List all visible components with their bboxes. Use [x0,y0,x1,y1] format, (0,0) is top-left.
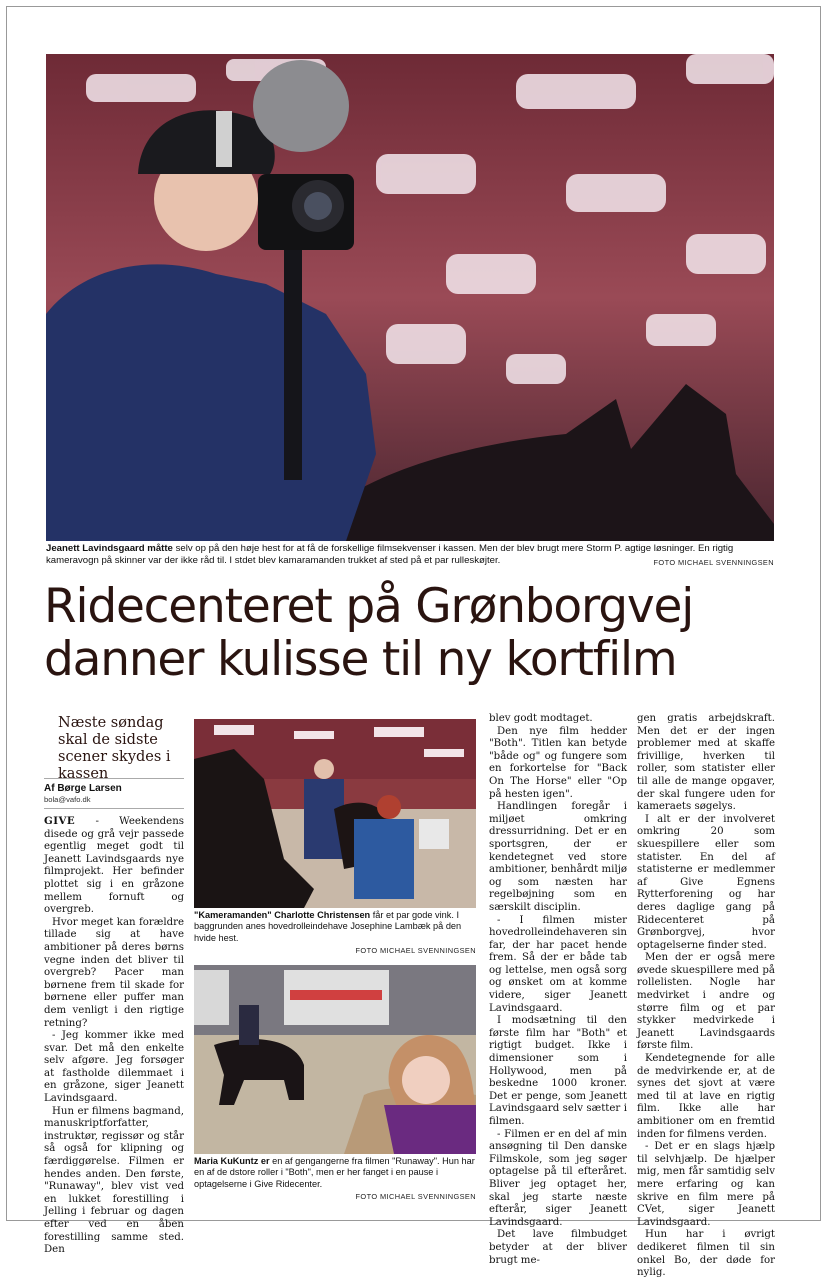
caption-name: Jeanett Lavindsgaard måtte [46,543,173,554]
caption-name: "Kameramanden" Charlotte Christensen [194,910,371,920]
paragraph: GIVE - Weekendens disede og grå vejr passede egentlig meget godt til Jeanett Lavindsgaards nye filmprojekt. Her befinder plottet sig i en gråzone mellem fornuft og overgreb. [44,815,184,916]
paragraph: blev godt modtaget. [489,713,593,724]
paragraph: I modsætning til den første film har "Both" et rigtigt budget. Ikke i dimensioner som i Hollywood, men på beskedne 1000 kroner. Det er penge, som Jeanett Lavindsgaard selv sætter i filmen. [489,1015,627,1127]
subdeck: Næste søndag skal de sidste scener skydes i kassen [58,715,171,782]
paragraph: - Det er en slags hjælp til selvhjælp. De hjælper mig, men får samtidig selv mere erfaring og kan skrive en film mere på CVet, siger Jeanett Lavindsgaard. [637,1141,775,1228]
caption-text: selv op på den høje hest for at få de forskellige filmsekvenser i kassen. Men der blev brugt mere Storm P. agtige løsninger. En rigtig kameravogn på skinner var der ikke råd til. I stdet blev kamaramanden trukket af sted på et par rulleskøjter. [46,543,734,566]
photo-girl-at-fence-caption [194,1156,476,1203]
author-email[interactable]: bola@vafo.dk [44,795,91,804]
photo-credit: FOTO MICHAEL SVENNINGSEN [355,1192,476,1202]
body-column-2 [489,713,627,1267]
headline [44,580,784,686]
caption-name: Maria KuKuntz er [194,1156,270,1166]
caption-text: får et par gode vink. I baggrunden anes hovedrolleindehave Josephine Lambæk på den hvide hest. [194,910,462,943]
paragraph: gen gratis arbejdskraft. Men det er der ingen problemer med at skaffe frivillige, hverken til roller, som statister eller til alle de mange opgaver, der skal fungere uden for kameraets søgelys. [637,713,775,813]
paragraph: I alt er der involveret omkring 20 som skuespillere eller som statister. En del af statisterne er medlemmer af Give Egnens Rytterforening og har deres daglige gang på Ridecenteret på Grønborgvej, hvor optagelserne finder sted. [637,813,775,951]
paragraph: Hvor meget kan forældre tillade sig at have ambitioner på deres børns vegne inden det bliver til overgreb? Pacer man børnene frem til skade for børnene eller puffer man dem venligt i den rigtige retning? [44,916,184,1029]
headline-line-2: danner kulisse til ny kortfilm [44,632,677,687]
photo-girl-at-fence [194,965,476,1154]
dateline: GIVE [44,815,76,827]
body-column-1 [44,815,184,1257]
body-column-3 [637,713,775,1280]
main-photo [46,54,774,541]
main-photo-caption [46,543,774,567]
divider [44,808,184,809]
paragraph: - Filmen er en del af min ansøgning til Den danske Filmskole, som jeg søger optagelse på til efteråret. Bliver jeg optaget her, skal jeg starte næste efterår, siger Jeanett Lavindsgaard. [489,1128,627,1228]
photo-riding-hall-caption [194,910,476,957]
paragraph: - I filmen mister hovedrolleindehaveren sin far, der har pacet hende frem. Så der er både tab og lettelse, men også sorg og ønsket om at komme videre, siger Jeanett Lavindsgaard. [489,914,627,1014]
byline: Af Børge Larsen [44,778,184,794]
paragraph: Hun har i øvrigt dedikeret filmen til sin onkel Bo, der døde for nylig. [637,1229,775,1279]
paragraph: - Jeg kommer ikke med svar. Det må den enkelte selv afgøre. Jeg forsøger at fastholde dilemmaet i en gråzone, siger Jeanett Lavindsgaard. [44,1030,184,1105]
paragraph: Den nye film hedder "Both". Titlen kan betyde "både og" og fungere som en forkortelse for "Back On The Horse" eller "Op på hesten igen". [489,725,627,800]
paragraph: Hun er filmens bagmand, manuskriptforfatter, instruktør, regissør og står så også for klipning og færdiggørelse. Filmen er hendes anden. Den første, "Runaway", blev vist ved en lukket forestilling i Jelling i februar og dagen efter ved en åben forestilling samme sted. Den [44,1105,184,1256]
paragraph: Men der er også mere øvede skuespillere med på rollelisten. Nogle har medvirket i andre og større film og et par stykker medvirkede i Jeanett Lavindsgaards første film. [637,952,775,1052]
paragraph: Handlingen foregår i miljøet omkring dressurridning. Det er en sportsgren, der er kendetegnet ved store ambitioner, benhårdt miljø og som næsten har regelbøjning som en særskilt disciplin. [489,801,627,913]
photo-credit: FOTO MICHAEL SVENNINGSEN [653,558,774,567]
paragraph: Kendetegnende for alle de medvirkende er, at de synes det sjovt at være med til at lave en rigtig film. Ikke alle har ambitioner om en fremtid inden for filmens verden. [637,1053,775,1140]
headline-line-1: Ridecenteret på Grønborgvej [44,579,694,634]
paragraph: Det lave filmbudget betyder at der bliver brugt me- [489,1229,627,1266]
photo-credit: FOTO MICHAEL SVENNINGSEN [355,946,476,956]
photo-riding-hall [194,719,476,908]
caption-text: en af gengangerne fra filmen "Runaway". Hun har en af de dstore roller i "Both", men er her fanget i en pause i optagelserne i Give Ridecenter. [194,1156,475,1189]
